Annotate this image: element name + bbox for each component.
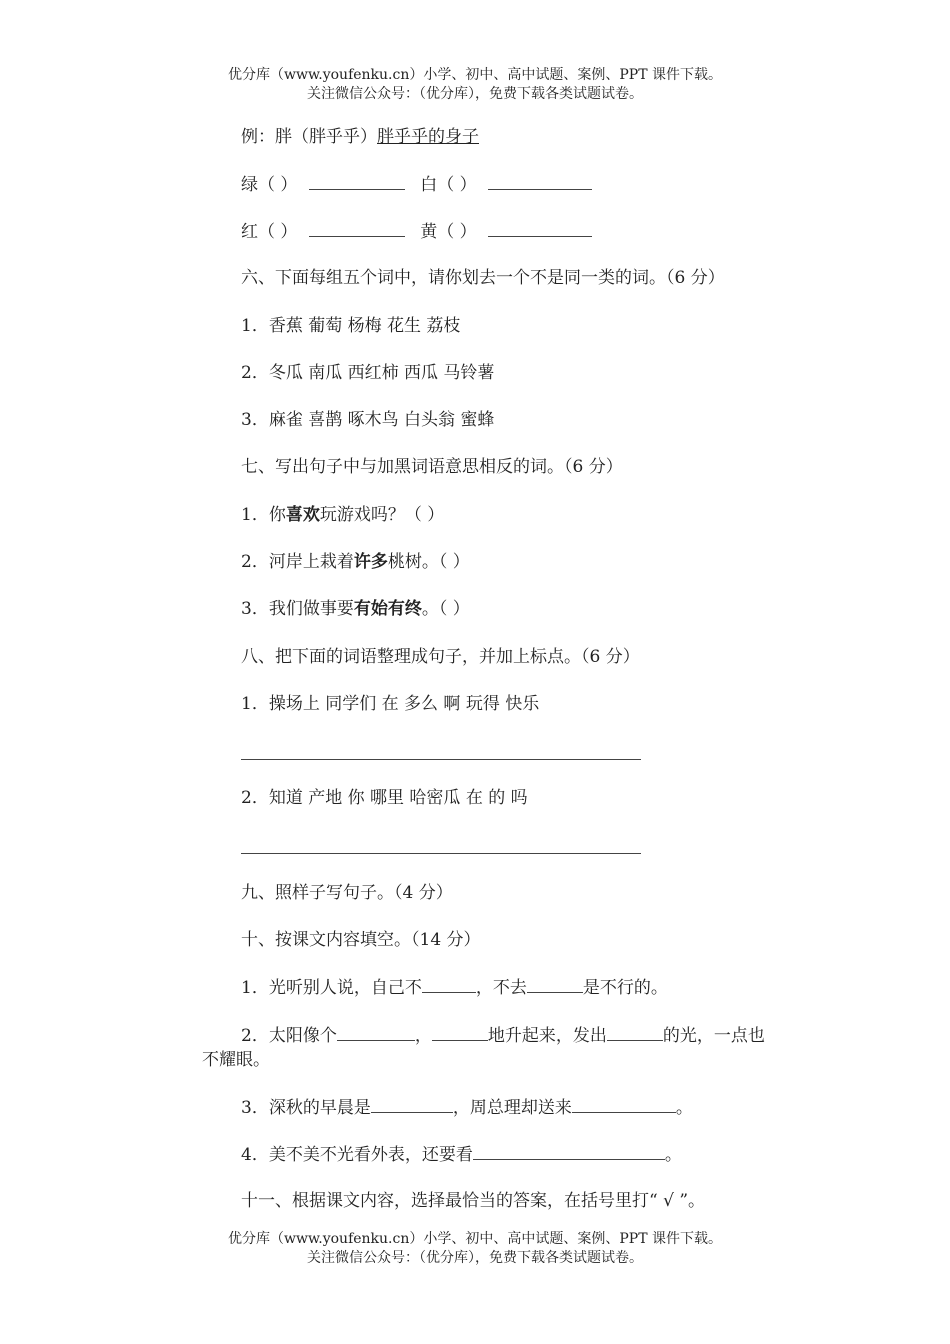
header-line-1: 优分库（www.youfenku.cn）小学、初中、高中试题、案例、PPT 课件下载。: [227, 67, 722, 83]
s7-item-3-pre: 3．我们做事要: [241, 599, 354, 619]
pair-1-b: 白（ ）: [420, 175, 477, 195]
s6-item-1: 1．香蕉 葡萄 杨梅 花生 荔枝: [241, 316, 461, 336]
s7-item-3-bold: 有始有终: [353, 599, 422, 619]
s10-q1-b: ，不去: [475, 978, 527, 998]
section-10-title: 十、按课文内容填空。（14 分）: [241, 930, 481, 950]
footer-line-1: 优分库（www.youfenku.cn）小学、初中、高中试题、案例、PPT 课件下载。: [227, 1231, 722, 1247]
pair-1-a-blank[interactable]: [309, 173, 405, 190]
s10-q2-a: 2．太阳像个: [241, 1026, 337, 1046]
s10-q2-blank-1[interactable]: [337, 1024, 415, 1041]
example-prefix: 例：胖（胖乎乎）: [241, 127, 377, 147]
s10-q2-b: ，: [414, 1026, 432, 1046]
pair-2-b-blank[interactable]: [488, 220, 592, 237]
s10-q1-blank-2[interactable]: [527, 976, 583, 993]
s10-q1-c: 是不行的。: [582, 978, 668, 998]
s10-q1: [241, 976, 668, 999]
pair-2-b: 黄（ ）: [420, 222, 477, 242]
s10-q3-b: ，周总理却送来: [452, 1098, 572, 1118]
s10-q2-blank-3[interactable]: [607, 1024, 663, 1041]
section-6-title: 六、下面每组五个词中，请你划去一个不是同一类的词。（6 分）: [241, 268, 725, 288]
s7-item-1-post: 玩游戏吗？（ ）: [319, 505, 445, 525]
s10-q1-a: 1．光听别人说，自己不: [241, 978, 422, 998]
s7-item-1-bold: 喜欢: [285, 505, 320, 525]
section-8-title: 八、把下面的词语整理成句子，并加上标点。（6 分）: [241, 647, 640, 667]
s10-q3-blank-1[interactable]: [371, 1096, 453, 1113]
s10-q2-d: 的光，一点也: [662, 1026, 765, 1046]
s10-q4-a: 4．美不美不光看外表，还要看: [241, 1145, 473, 1165]
footer-line-2: 关注微信公众号：（优分库），免费下载各类试题试卷。: [307, 1250, 643, 1266]
s7-item-2: [241, 551, 470, 573]
s7-item-2-post: 桃树。（ ）: [387, 552, 470, 572]
s10-q3-c: 。: [675, 1098, 693, 1118]
s10-q2: [202, 1024, 811, 1072]
s7-item-3: [241, 598, 470, 620]
s10-q3: [241, 1096, 693, 1119]
pair-1-a: 绿（ ）: [241, 175, 298, 195]
pair-row-1: [241, 173, 592, 196]
example-line: [241, 126, 479, 148]
s10-q3-a: 3．深秋的早晨是: [241, 1098, 371, 1118]
s7-item-1-pre: 1．你: [241, 505, 286, 525]
s10-q3-blank-2[interactable]: [572, 1096, 676, 1113]
section-7-title: 七、写出句子中与加黑词语意思相反的词。（6 分）: [241, 457, 623, 477]
section-11-title: 十一、根据课文内容，选择最恰当的答案，在括号里打“ √ ”。: [241, 1191, 706, 1211]
s6-item-3: 3．麻雀 喜鹊 啄木鸟 白头翁 蜜蜂: [241, 410, 495, 430]
s8-item-2: 2．知道 产地 你 哪里 哈密瓜 在 的 吗: [241, 788, 528, 808]
header-line-2: 关注微信公众号：（优分库），免费下载各类试题试卷。: [307, 86, 643, 102]
s8-answer-line-2[interactable]: [241, 853, 641, 854]
s10-q4-b: 。: [664, 1145, 682, 1165]
s7-item-2-bold: 许多: [353, 552, 388, 572]
s10-q2-e: 不耀眼。: [202, 1050, 270, 1070]
s7-item-3-post: 。（ ）: [421, 599, 470, 619]
s10-q4-blank-1[interactable]: [473, 1143, 665, 1160]
pair-2-a-blank[interactable]: [309, 220, 405, 237]
s10-q4: [241, 1143, 682, 1166]
s7-item-2-pre: 2．河岸上栽着: [241, 552, 354, 572]
example-answer: 胖乎乎的身子: [377, 127, 479, 147]
pair-2-a: 红（ ）: [241, 222, 298, 242]
pair-1-b-blank[interactable]: [488, 173, 592, 190]
s7-item-1: [241, 504, 444, 526]
pair-row-2: [241, 220, 592, 243]
s10-q2-c: 地升起来，发出: [487, 1026, 607, 1046]
s10-q1-blank-1[interactable]: [422, 976, 476, 993]
s8-item-1: 1．操场上 同学们 在 多么 啊 玩得 快乐: [241, 694, 540, 714]
s10-q2-blank-2[interactable]: [432, 1024, 488, 1041]
s6-item-2: 2．冬瓜 南瓜 西红柿 西瓜 马铃薯: [241, 363, 495, 383]
section-9-title: 九、照样子写句子。（4 分）: [241, 883, 453, 903]
s8-answer-line-1[interactable]: [241, 759, 641, 760]
